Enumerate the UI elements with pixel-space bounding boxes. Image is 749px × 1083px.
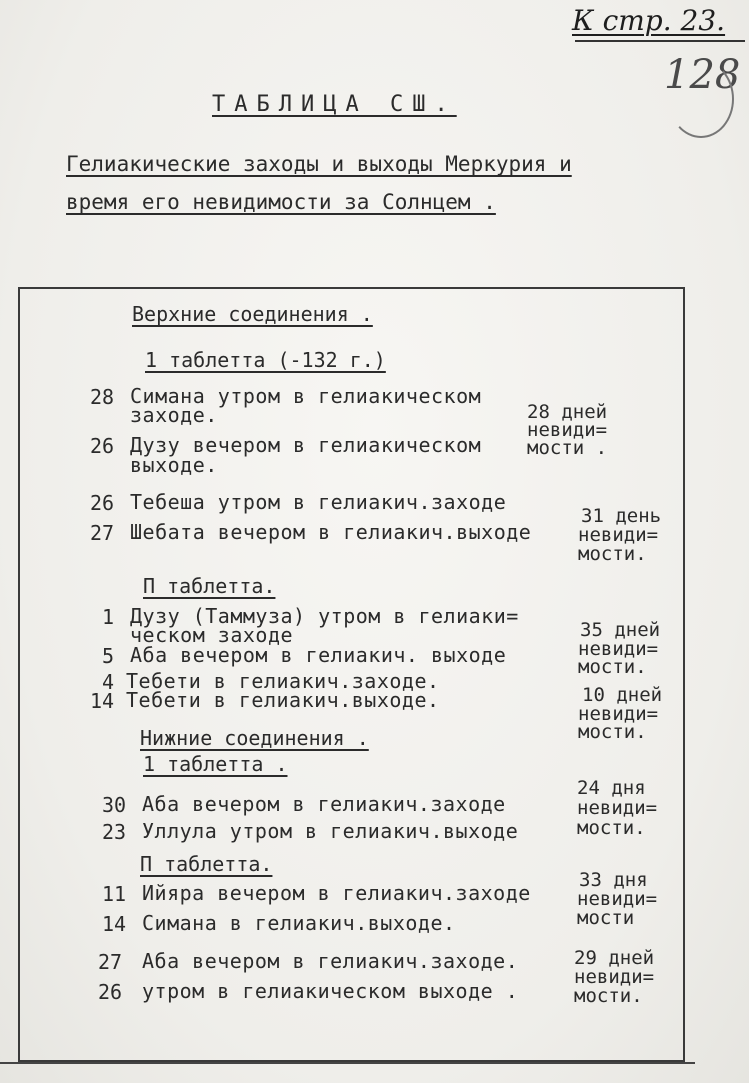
invisibility-label: невиди= [574, 966, 655, 988]
entry-day: 23 [102, 820, 127, 844]
entry-text: Тебети в гелиакич.заходе. [126, 669, 440, 693]
entry-text: Аба вечером в гелиакич. выходе [130, 643, 507, 667]
table-title: ТАБЛИЦА СШ. [212, 92, 457, 117]
folio-number: 128 [664, 52, 741, 98]
invisibility-label: мости . [527, 437, 608, 459]
entry-text: утром в гелиакическом выходе . [142, 979, 519, 1003]
entry-text: Ийяра вечером в гелиакич.заходе [142, 881, 531, 905]
entry-day: 14 [90, 689, 115, 713]
entry-text: Тебеша утром в гелиакич.заходе [130, 490, 507, 514]
invisibility-label: невиди= [577, 797, 658, 819]
ref-underline [575, 40, 745, 42]
entry-text: Симана утром в гелиакическом [130, 384, 482, 408]
entry-day: 4 [102, 670, 115, 694]
entry-day: 27 [98, 950, 123, 974]
entry-day: 26 [90, 491, 115, 515]
invisibility-label: невиди= [527, 419, 608, 441]
table-subtitle-line2: время его невидимости за Солнцем . [66, 190, 496, 214]
page-reference: К стр. 23. [572, 4, 726, 37]
invisibility-label: невиди= [578, 638, 659, 660]
invisibility-label: мости. [578, 721, 647, 743]
entry-day: 26 [90, 434, 115, 458]
entry-text: Дузу вечером в гелиакическом [130, 433, 482, 457]
invisibility-label: мости. [574, 985, 643, 1007]
section-upper-conjunctions: Верхние соединения . [132, 302, 373, 326]
entry-text: Уллула утром в гелиакич.выходе [142, 819, 519, 843]
bottom-rule [0, 1062, 695, 1064]
entry-text: выходе. [130, 453, 218, 477]
entry-day: 11 [102, 882, 127, 906]
invisibility-label: невиди= [578, 703, 659, 725]
invisibility-label: мости. [578, 656, 647, 678]
invisibility-label: невиди= [577, 888, 658, 910]
invisibility-days: 24 дня [577, 777, 646, 799]
entry-day: 28 [90, 385, 115, 409]
section-lower-conjunctions: Нижние соединения . [140, 726, 369, 750]
entry-text: Тебети в гелиакич.выходе. [126, 688, 440, 712]
section-tablet-1: 1 таблетта (-132 г.) [145, 348, 386, 372]
invisibility-label: мости. [578, 543, 647, 565]
entry-text: ческом заходе [130, 623, 294, 647]
entry-day: 30 [102, 793, 127, 817]
entry-text: Шебата вечером в гелиакич.выходе [130, 520, 532, 544]
entry-day: 1 [102, 605, 115, 629]
section-lower-tablet-2: П таблетта. [140, 852, 273, 876]
invisibility-days: 28 дней [527, 401, 608, 423]
entry-text: Симана в гелиакич.выходе. [142, 911, 456, 935]
entry-day: 5 [102, 644, 115, 668]
entry-text: Аба вечером в гелиакич.заходе. [142, 949, 519, 973]
invisibility-days: 35 дней [580, 619, 661, 641]
entry-text: Аба вечером в гелиакич.заходе [142, 792, 506, 816]
invisibility-days: 29 дней [574, 947, 655, 969]
section-tablet-2: П таблетта. [143, 574, 276, 598]
entry-text: Дузу (Таммуза) утром в гелиаки= [130, 604, 519, 628]
invisibility-days: 10 дней [582, 684, 663, 706]
invisibility-label: невиди= [578, 524, 659, 546]
entry-day: 26 [98, 980, 123, 1004]
invisibility-label: мости. [577, 817, 646, 839]
invisibility-days: 31 день [581, 505, 662, 527]
table-subtitle-line1: Гелиакические заходы и выходы Меркурия и [66, 152, 572, 176]
folio-circle [668, 60, 734, 138]
section-lower-tablet-1: 1 таблетта . [143, 752, 288, 776]
entry-text: заходе. [130, 403, 218, 427]
entry-day: 27 [90, 521, 115, 545]
invisibility-days: 33 дня [579, 869, 648, 891]
invisibility-label: мости [577, 907, 635, 929]
entry-day: 14 [102, 912, 127, 936]
